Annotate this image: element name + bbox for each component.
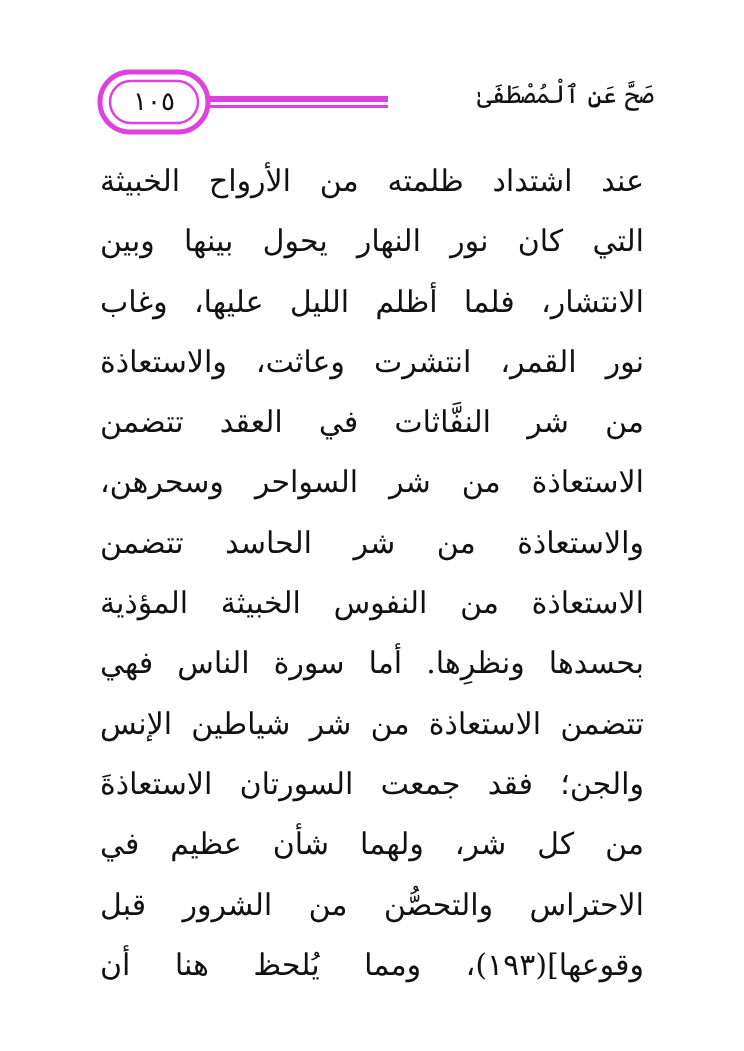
text-line: الاحتراس والتحصُّن من الشرور قبل	[100, 887, 644, 923]
page-header	[0, 0, 744, 140]
header-rule-top	[208, 96, 388, 102]
body-text	[100, 152, 644, 996]
text-line: والاستعاذة من شر الحاسد تتضمن	[100, 525, 644, 561]
text-line: الاستعاذة من النفوس الخبيثة المؤذية	[100, 586, 644, 622]
text-line: والجن؛ فقد جمعت السورتان الاستعاذةَ	[100, 766, 644, 802]
book-title: صَحَّ عَنِ ٱلْمُصْطَفَىٰ	[476, 80, 654, 109]
page-number: ١٠٥	[133, 87, 175, 117]
text-line: من كل شر، ولهما شأن عظيم في	[100, 827, 644, 863]
text-line: التي كان نور النهار يحول بينها وبين	[100, 224, 644, 260]
text-line: الانتشار، فلما أظلم الليل عليها، وغاب	[100, 284, 644, 320]
text-line: تتضمن الاستعاذة من شر شياطين الإنس	[100, 706, 644, 742]
text-line: وقوعها](١٩٣)، ومما يُلحظ هنا أن	[100, 947, 644, 983]
text-line: عند اشتداد ظلمته من الأرواح الخبيثة	[100, 164, 644, 199]
text-line: نور القمر، انتشرت وعاثت، والاستعاذة	[100, 344, 644, 380]
text-line: الاستعاذة من شر السواحر وسحرهن،	[100, 465, 644, 501]
text-line: بحسدها ونظرِها. أما سورة الناس فهي	[100, 646, 644, 682]
text-line: من شر النفَّاثات في العقد تتضمن	[100, 405, 644, 441]
header-rule-bottom	[208, 105, 388, 108]
